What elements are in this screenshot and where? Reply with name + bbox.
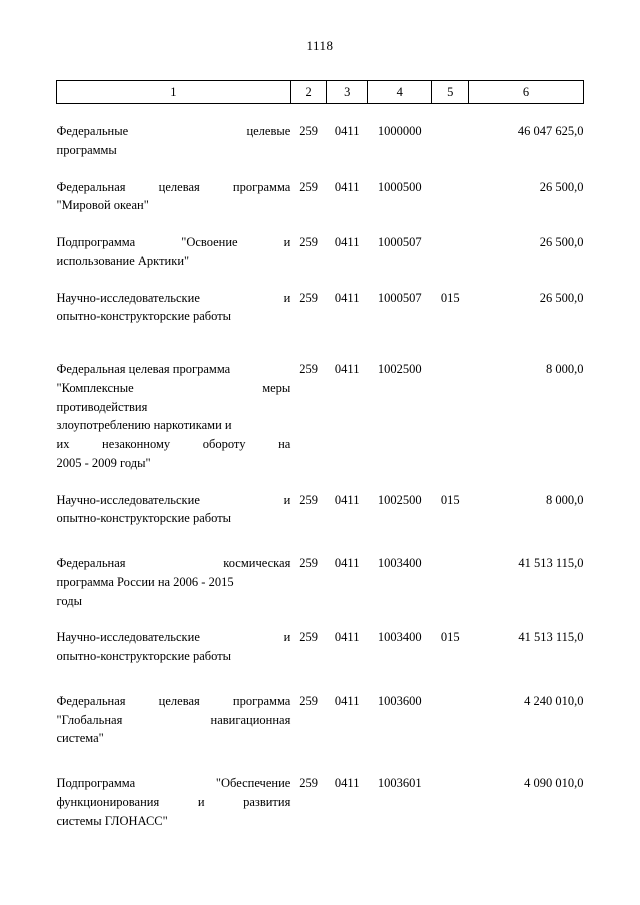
row-amount: 4 090 010,0: [524, 776, 584, 790]
row-name-line: Научно-исследовательские и: [56, 630, 291, 645]
row-name-line: использование Арктики": [56, 253, 190, 268]
table-row: [57, 692, 584, 748]
spacer-row: [57, 666, 584, 692]
column-header-6: 6: [469, 81, 584, 104]
row-amount: 26 500,0: [539, 179, 584, 194]
row-chapter: 259: [299, 492, 318, 507]
column-header-2: 2: [290, 81, 327, 104]
row-name: [57, 289, 291, 327]
row-amount: 8 000,0: [546, 362, 584, 376]
row-section: 0411: [334, 693, 360, 708]
row-chapter: 259: [299, 630, 318, 645]
row-name-line: Подпрограмма "Освоение и: [56, 235, 291, 249]
row-section: 0411: [334, 556, 360, 570]
table-row: [57, 628, 584, 666]
row-expense-type: 015: [440, 492, 460, 507]
row-name: [57, 554, 291, 610]
table-row: [57, 289, 584, 327]
row-name-line: опытно-конструкторские работы: [56, 511, 232, 526]
row-name-line: опытно-конструкторские работы: [56, 309, 232, 324]
row-name-line: программы: [56, 142, 117, 157]
row-name-line: "Комплексные меры: [56, 380, 291, 395]
row-name-line: Научно-исследовательские и: [56, 492, 291, 507]
row-name-line: злоупотреблению наркотиками и: [56, 418, 232, 433]
row-expense-type: [432, 554, 469, 610]
spacer-row: [57, 748, 584, 774]
spacer-row: [57, 160, 584, 178]
row-section: 0411: [334, 290, 360, 305]
row-amount: 41 513 115,0: [518, 556, 584, 570]
row-expense-type: [432, 774, 469, 830]
column-header-5: 5: [432, 81, 469, 104]
row-section: 0411: [334, 179, 360, 194]
row-target-code: 1003400: [377, 630, 422, 645]
row-section: 0411: [334, 776, 360, 790]
table-row: [57, 233, 584, 271]
row-chapter: 259: [299, 362, 318, 376]
row-target-code: 1000507: [377, 290, 422, 305]
row-name-line: годы: [56, 593, 82, 608]
row-amount: 41 513 115,0: [518, 630, 584, 645]
row-name: [57, 233, 291, 271]
spacer-row: [57, 271, 584, 289]
row-name-line: "Мировой океан": [56, 198, 149, 213]
row-name: [57, 628, 291, 666]
row-chapter: 259: [299, 556, 318, 570]
row-target-code: 1003600: [377, 693, 422, 708]
row-name-line: их незаконному обороту на: [56, 437, 291, 451]
row-chapter: 259: [299, 776, 318, 790]
row-expense-type: 015: [440, 630, 460, 645]
row-target-code: 1002500: [377, 492, 422, 507]
row-chapter: 259: [299, 179, 318, 194]
row-section: 0411: [334, 124, 360, 138]
row-name-line: "Глобальная навигационная: [56, 712, 291, 727]
spacer-row: [57, 610, 584, 628]
row-amount: 46 047 625,0: [517, 124, 584, 138]
table-row: [57, 360, 584, 473]
spacer-row: [57, 215, 584, 233]
row-expense-type: [432, 178, 469, 216]
table-row: [57, 122, 584, 160]
row-name-line: Федеральная космическая: [56, 556, 291, 570]
row-name-line: Федеральная целевая программа: [56, 179, 291, 194]
row-target-code: 1003601: [377, 776, 422, 790]
row-name-line: системы ГЛОНАСС": [56, 813, 168, 828]
row-name-line: функционирования и развития: [56, 794, 291, 809]
row-expense-type: [432, 360, 469, 473]
budget-table: [56, 80, 584, 830]
row-expense-type: 015: [440, 290, 460, 305]
row-chapter: 259: [299, 693, 318, 708]
row-section: 0411: [334, 492, 360, 507]
table-row: [57, 774, 584, 830]
row-name: [57, 360, 291, 473]
row-target-code: 1002500: [377, 362, 422, 376]
table-row: [57, 491, 584, 529]
row-expense-type: [432, 692, 469, 748]
row-target-code: 1000507: [377, 235, 422, 249]
row-name-line: 2005 - 2009 годы": [56, 455, 151, 470]
column-header-3: 3: [327, 81, 368, 104]
row-target-code: 1000500: [377, 179, 422, 194]
row-name: [57, 122, 291, 160]
spacer-row: [57, 104, 584, 123]
row-name-line: Федеральные целевые: [56, 124, 291, 138]
spacer-row: [57, 326, 584, 360]
row-amount: 8 000,0: [546, 492, 584, 507]
row-chapter: 259: [299, 290, 318, 305]
row-name: [57, 774, 291, 830]
table-row: [57, 554, 584, 610]
page-number: 1118: [306, 38, 334, 53]
row-name-line: программа России на 2006 - 2015: [56, 574, 234, 589]
row-name: [57, 491, 291, 529]
row-name-line: опытно-конструкторские работы: [56, 649, 232, 663]
table-header-row: [57, 81, 584, 104]
row-section: 0411: [334, 362, 360, 376]
spacer-row: [57, 528, 584, 554]
row-section: 0411: [334, 235, 360, 249]
row-target-code: 1000000: [377, 124, 422, 138]
row-name-line: противодействия: [56, 399, 148, 414]
row-chapter: 259: [299, 124, 318, 138]
row-name-line: Федеральная целевая программа: [56, 362, 231, 376]
column-header-4: 4: [368, 81, 432, 104]
row-chapter: 259: [299, 235, 318, 249]
row-name: [57, 178, 291, 216]
row-amount: 26 500,0: [539, 290, 584, 305]
row-name-line: Научно-исследовательские и: [56, 290, 291, 305]
row-name-line: Подпрограмма "Обеспечение: [56, 776, 291, 790]
table-row: [57, 178, 584, 216]
row-section: 0411: [334, 630, 360, 645]
row-name-line: Федеральная целевая программа: [56, 693, 291, 708]
spacer-row: [57, 473, 584, 491]
row-expense-type: [432, 233, 469, 271]
column-header-1: 1: [57, 81, 291, 104]
row-target-code: 1003400: [377, 556, 422, 570]
row-expense-type: [432, 122, 469, 160]
row-amount: 4 240 010,0: [524, 693, 584, 708]
row-amount: 26 500,0: [539, 235, 584, 249]
row-name: [57, 692, 291, 748]
row-name-line: система": [56, 731, 104, 746]
